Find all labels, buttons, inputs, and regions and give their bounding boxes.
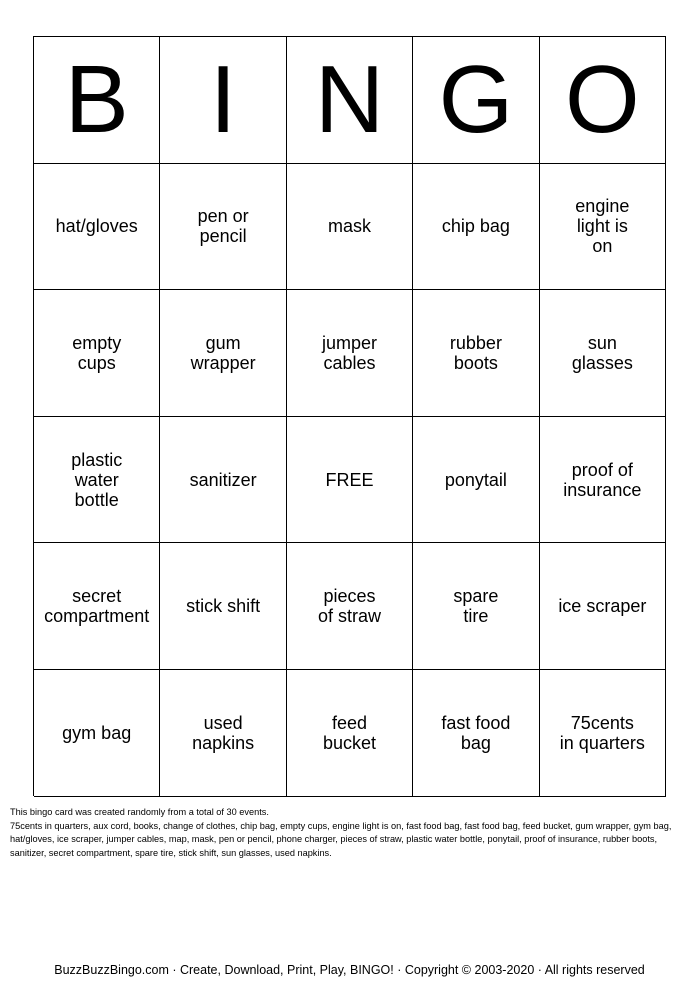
square-label: rubber boots [449,332,502,373]
bingo-square [540,670,666,797]
card-info-event-list: 75cents in quarters, aux cord, books, change of clothes, chip bag, empty cups, engine light is on, fast food bag, fast food bag, feed bucket, gum wrapper, gym bag, hat/gloves, ice scraper, jumper cables, map, mask, pen or pencil, phone charger, pieces of straw, plastic water bottle, ponytail, proof of insurance, rubber boots, sanitizer, secret compartment, spare tire, stick shift, sun glasses, used napkins. [10,820,672,858]
square-label: fast food bag [441,712,511,753]
square-label: stick shift [186,596,261,617]
grid-row [34,417,666,544]
bingo-square [34,290,160,417]
header-cell-g [413,37,539,164]
bingo-square [413,543,539,670]
card-info-summary: This bingo card was created randomly from a total of 30 events. [10,807,269,817]
bingo-square [540,290,666,417]
card-info [10,806,690,860]
grid-row [34,164,666,291]
bingo-header-row [34,37,666,164]
grid-row [34,670,666,797]
square-label: 75cents in quarters [559,712,645,753]
square-label: gym bag [62,722,132,743]
header-letter: I [209,45,237,153]
header-cell-b [34,37,160,164]
bingo-square [160,417,286,544]
header-cell-o [540,37,666,164]
bingo-square [34,164,160,291]
square-label: hat/gloves [55,216,138,237]
bingo-square [413,164,539,291]
bingo-square [413,670,539,797]
bingo-square [34,670,160,797]
square-label: jumper cables [322,332,378,373]
bingo-square [160,543,286,670]
grid-row [34,543,666,670]
bingo-card [33,36,666,796]
bingo-square [287,164,413,291]
header-cell-i [160,37,286,164]
square-label: empty cups [72,332,122,373]
square-label: used napkins [192,712,255,753]
square-label: sun glasses [571,332,633,373]
square-label: secret compartment [44,586,150,627]
square-label: FREE [325,469,374,490]
square-label: pen or pencil [197,206,249,247]
header-letter: O [564,45,640,153]
free-square [287,417,413,544]
bingo-square [540,164,666,291]
bingo-square [540,543,666,670]
square-label: mask [328,216,372,237]
square-label: feed bucket [322,712,377,753]
square-label: chip bag [441,216,510,237]
square-label: sanitizer [189,469,257,490]
grid-row [34,290,666,417]
header-letter: G [438,45,514,153]
square-label: ponytail [444,469,507,490]
bingo-square [160,670,286,797]
header-letter: N [314,45,385,153]
square-label: pieces of straw [318,586,382,627]
header-letter: B [64,45,129,153]
bingo-square [160,290,286,417]
page-footer: BuzzBuzzBingo.com · Create, Download, Print, Play, BINGO! · Copyright © 2003-2020 · All rights reserved [54,963,645,977]
bingo-square [413,290,539,417]
bingo-square [34,543,160,670]
bingo-square [287,543,413,670]
bingo-square [540,417,666,544]
bingo-square [413,417,539,544]
header-cell-n [287,37,413,164]
square-label: proof of insurance [563,459,642,500]
square-label: engine light is on [575,196,630,257]
bingo-square [34,417,160,544]
square-label: ice scraper [558,596,647,617]
bingo-square [287,290,413,417]
bingo-square [160,164,286,291]
bingo-square [287,670,413,797]
square-label: plastic water bottle [71,449,123,510]
square-label: gum wrapper [190,332,256,373]
square-label: spare tire [453,586,499,627]
